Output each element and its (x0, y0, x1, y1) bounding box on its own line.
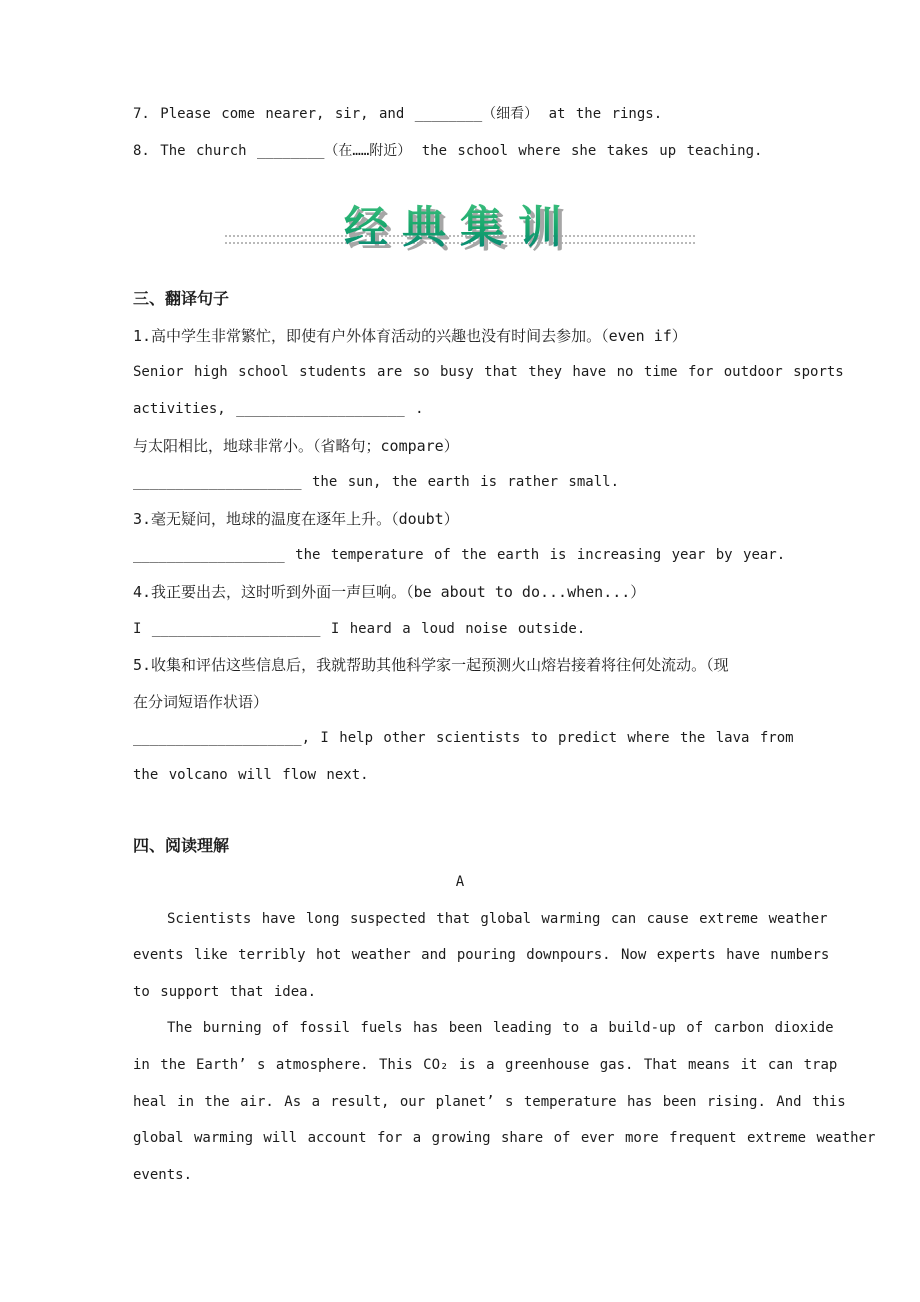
section-banner (225, 195, 695, 281)
spacer (133, 794, 787, 828)
translation-line: 4.我正要出去，这时听到外面一声巨响。（be about to do...when...） (133, 582, 646, 601)
translation-line: 3.毫无疑问，地球的温度在逐年上升。（doubt） (133, 509, 459, 528)
reading-line: heal in the air. As a result, our planet’ s temperature has been rising. And this (133, 1093, 846, 1110)
translation-line-blank: __________________ the temperature of the earth is increasing year by year. (133, 547, 786, 564)
reading-section-heading: 四、阅读理解 (133, 835, 230, 855)
translation-line-blank: I ____________________ I heard a loud noise outside. (133, 620, 586, 637)
reading-line: global warming will account for a growing share of ever more frequent extreme weather (133, 1130, 876, 1147)
reading-line: in the Earth’ s atmosphere. This CO₂ is a greenhouse gas. That means it can trap (133, 1057, 838, 1074)
banner-title: 经典集训 (225, 197, 695, 259)
translation-line: the volcano will flow next. (133, 766, 369, 783)
translation-line-blank: ____________________ the sun, the earth is rather small. (133, 474, 620, 491)
translation-line: 1.高中学生非常繁忙，即使有户外体育活动的兴趣也没有时间去参加。（even if） (133, 326, 687, 345)
translation-line: 与太阳相比，地球非常小。（省略句；compare） (133, 436, 459, 455)
reading-line: events. (133, 1166, 193, 1183)
translation-line: Senior high school students are so busy that they have no time for outdoor sports (133, 364, 844, 381)
reading-line: to support that idea. (133, 983, 317, 1000)
vocab-item-7: 7. Please come nearer, sir, and ________（细看） at the rings. (133, 106, 663, 122)
reading-line: The burning of fossil fuels has been leading to a build-up of carbon dioxide (167, 1020, 834, 1037)
spacer (133, 169, 787, 195)
reading-line: events like terribly hot weather and pouring downpours. Now experts have numbers (133, 947, 830, 964)
translation-line: 在分词短语作状语） (133, 692, 269, 711)
passage-label: A (455, 874, 465, 891)
translation-line: 5.收集和评估这些信息后，我就帮助其他科学家一起预测火山熔岩接着将往何处流动。（现 (133, 656, 729, 675)
translation-line-blank: ____________________, I help other scientists to predict where the lava from (133, 730, 794, 747)
vocab-item-8: 8. The church ________（在……附近） the school where she takes up teaching. (133, 142, 763, 159)
reading-line: Scientists have long suspected that global warming can cause extreme weather (167, 910, 828, 927)
translation-section-heading: 三、翻译句子 (133, 289, 230, 309)
translation-line-blank: activities, ____________________ . (133, 400, 424, 417)
